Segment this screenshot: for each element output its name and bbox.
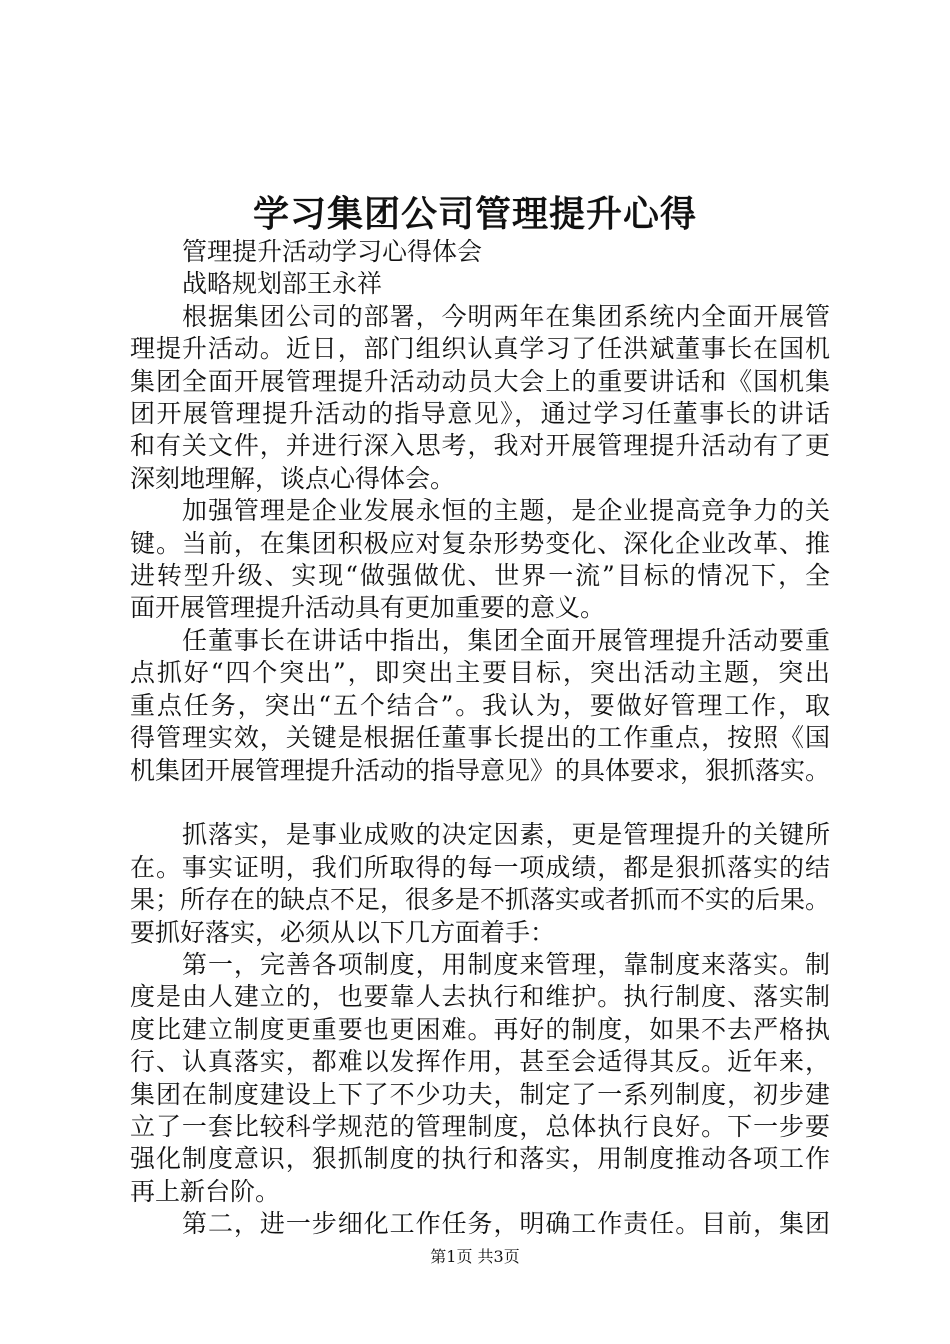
paragraph-line: 进转型升级、实现“做强做优、世界一流”目标的情况下，全: [130, 561, 830, 591]
paragraph-line: 团开展管理提升活动的指导意见》，通过学习任董事长的讲话: [130, 399, 830, 429]
paragraph-line: 第二，进一步细化工作任务，明确工作责任。目前，集团: [182, 1209, 830, 1239]
paragraph-line: 度比建立制度更重要也更困难。再好的制度，如果不去严格执: [130, 1014, 830, 1044]
paragraph-line: 抓落实，是事业成败的决定因素，更是管理提升的关键所: [182, 820, 830, 850]
paragraph-line: 度是由人建立的，也要靠人去执行和维护。执行制度、落实制: [130, 982, 830, 1012]
paragraph-line: 集团在制度建设上下了不少功夫，制定了一系列制度，初步建: [130, 1079, 830, 1109]
blank-line: [130, 787, 830, 819]
paragraph-line: 强化制度意识，狠抓制度的执行和落实，用制度推动各项工作: [130, 1144, 830, 1174]
paragraph: [130, 495, 830, 625]
paragraph-line: 立了一套比较科学规范的管理制度，总体执行良好。下一步要: [130, 1111, 830, 1141]
paragraph-line: 面开展管理提升活动具有更加重要的意义。: [130, 593, 606, 623]
paragraph-line: 要抓好落实，必须从以下几方面着手：: [130, 917, 556, 947]
paragraph-line: 机集团开展管理提升活动的指导意见》的具体要求，狠抓落实。: [130, 755, 831, 785]
paragraph-line: 第一，完善各项制度，用制度来管理，靠制度来落实。制: [182, 949, 830, 979]
paragraph-line: 任董事长在讲话中指出，集团全面开展管理提升活动要重: [182, 625, 830, 655]
paragraph-line: 键。当前，在集团积极应对复杂形势变化、深化企业改革、推: [130, 528, 830, 558]
paragraph-line: 在。事实证明，我们所取得的每一项成绩，都是狠抓落实的结: [130, 852, 830, 882]
paragraph-line: 重点任务，突出“五个结合”。我认为，要做好管理工作，取: [130, 690, 830, 720]
paragraph: [130, 949, 830, 1208]
page-footer: 第1页 共3页: [430, 1247, 520, 1266]
paragraph-line: 根据集团公司的部署，今明两年在集团系统内全面开展管: [182, 301, 830, 331]
paragraph-line: 加强管理是企业发展永恒的主题，是企业提高竞争力的关: [182, 496, 830, 526]
paragraph-line: 得管理实效，关键是根据任董事长提出的工作重点，按照《国: [130, 723, 830, 753]
document-author: 战略规划部王永祥: [182, 269, 383, 299]
paragraph-line: 集团全面开展管理提升活动动员大会上的重要讲话和《国机集: [130, 366, 830, 396]
paragraph-line: 点抓好“四个突出”，即突出主要目标，突出活动主题，突出: [130, 658, 830, 688]
paragraph-line: 果；所存在的缺点不足，很多是不抓落实或者抓而不实的后果。: [130, 885, 831, 915]
paragraph: [130, 1208, 830, 1240]
paragraph-line: 行、认真落实，都难以发挥作用，甚至会适得其反。近年来，: [130, 1047, 830, 1077]
document-title: 学习集团公司管理提升心得: [252, 193, 697, 235]
paragraph: [130, 625, 830, 787]
paragraph: [130, 301, 830, 495]
paragraph-line: 再上新台阶。: [130, 1176, 281, 1206]
document-subtitle: 管理提升活动学习心得体会: [182, 237, 483, 266]
paragraph-line: 深刻地理解，谈点心得体会。: [130, 463, 456, 493]
document-body: [130, 236, 830, 1241]
paragraph-line: 理提升活动。近日，部门组织认真学习了任洪斌董事长在国机: [130, 334, 830, 364]
paragraph-line: 和有关文件，并进行深入思考，我对开展管理提升活动有了更: [130, 431, 830, 461]
paragraph: [130, 819, 830, 949]
